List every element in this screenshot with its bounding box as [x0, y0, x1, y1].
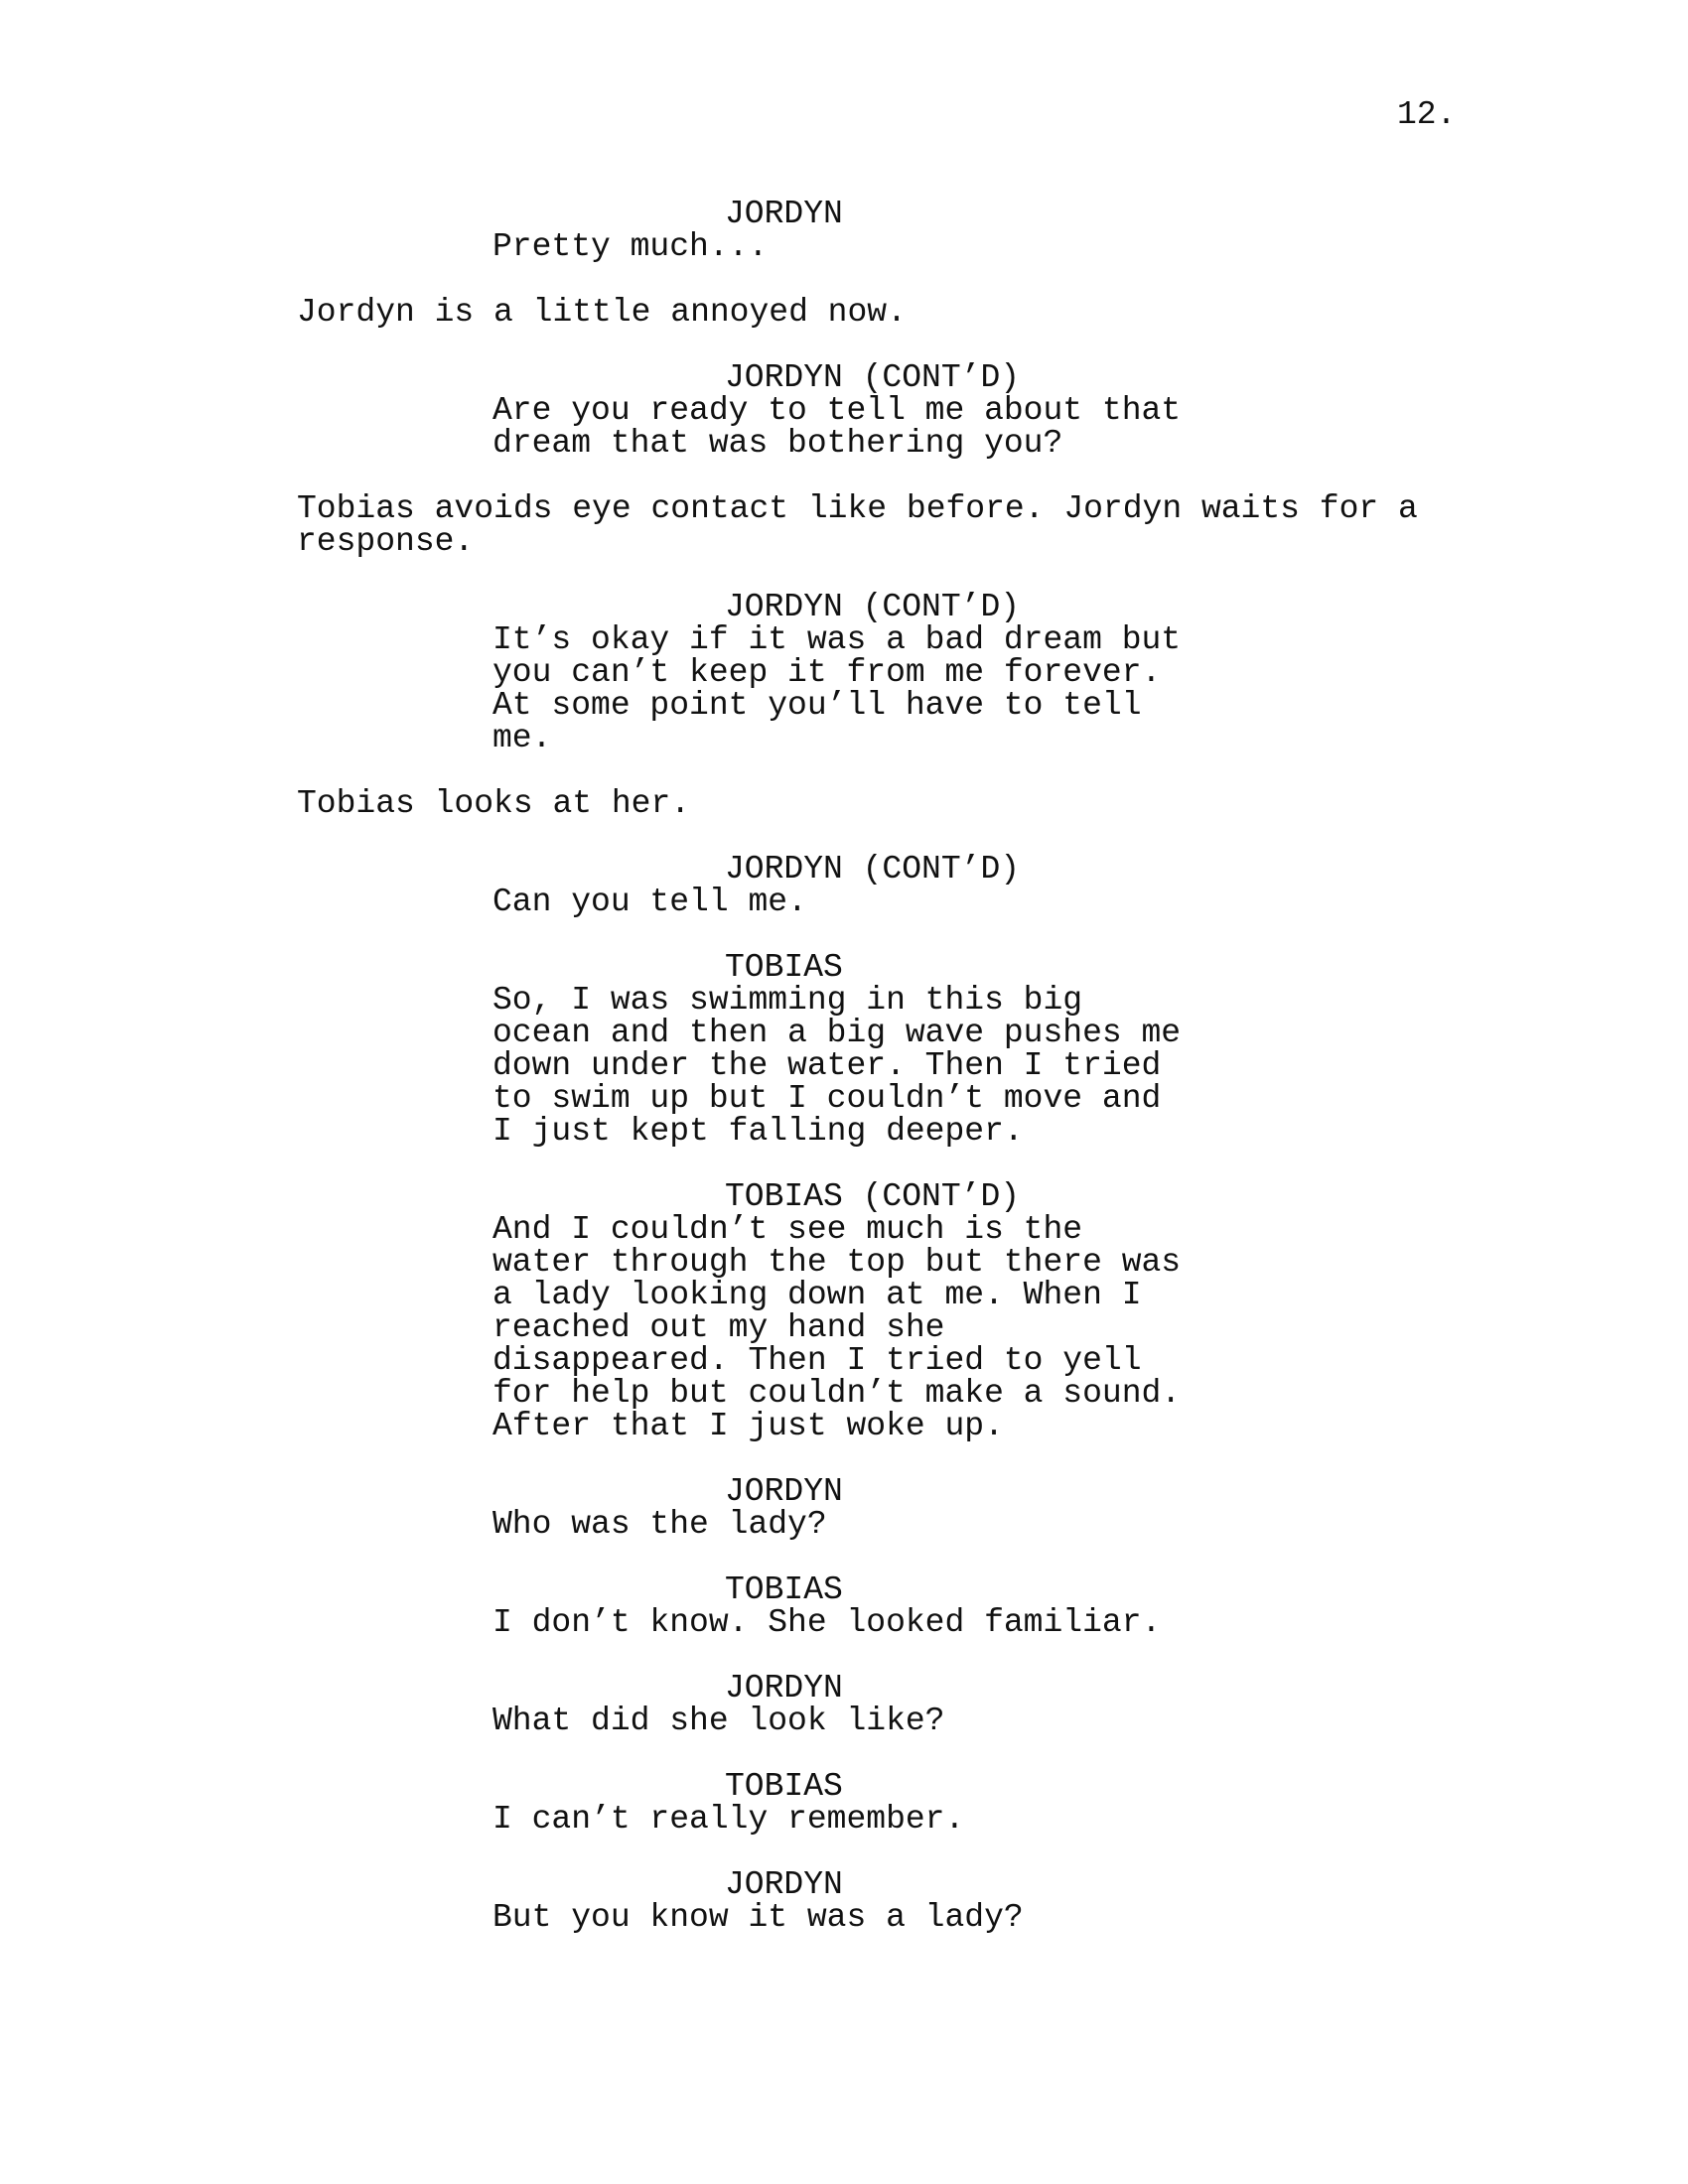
action-line: Jordyn is a little annoyed now.: [297, 294, 907, 331]
character-name: JORDYN (CONT’D): [725, 851, 1021, 887]
character-name: TOBIAS (CONT’D): [725, 1178, 1021, 1215]
dialogue: Can you tell me.: [492, 884, 807, 920]
page-number: 12.: [1397, 96, 1457, 133]
character-name: JORDYN: [725, 1473, 843, 1510]
character-name: TOBIAS: [725, 949, 843, 986]
character-name: TOBIAS: [725, 1571, 843, 1608]
character-name: JORDYN: [725, 1866, 843, 1903]
dialogue: What did she look like?: [492, 1703, 945, 1739]
action-line: Tobias avoids eye contact like before. Jordyn waits for a response.: [297, 490, 1418, 560]
dialogue: I can’t really remember.: [492, 1801, 965, 1838]
dialogue: It’s okay if it was a bad dream but you can’t keep it from me forever. At some point you’ll have to tell me.: [492, 621, 1182, 756]
character-name: TOBIAS: [725, 1768, 843, 1805]
dialogue: And I couldn’t see much is the water through the top but there was a lady looking down at me. When I reached out my hand she disappeared. Then I tried to yell for help but couldn’t make a sound. After that I just woke up.: [492, 1211, 1182, 1444]
dialogue: I don’t know. She looked familiar.: [492, 1604, 1162, 1641]
dialogue: So, I was swimming in this big ocean and then a big wave pushes me down under the water. Then I tried to swim up but I couldn’t move and I just kept falling deeper.: [492, 982, 1182, 1150]
character-name: JORDYN: [725, 1670, 843, 1706]
character-name: JORDYN (CONT’D): [725, 359, 1021, 396]
dialogue: But you know it was a lady?: [492, 1899, 1024, 1936]
character-name: JORDYN (CONT’D): [725, 589, 1021, 625]
character-name: JORDYN: [725, 196, 843, 232]
dialogue: Pretty much...: [492, 228, 769, 265]
dialogue: Who was the lady?: [492, 1506, 827, 1543]
action-line: Tobias looks at her.: [297, 785, 691, 822]
dialogue: Are you ready to tell me about that dream that was bothering you?: [492, 392, 1182, 462]
